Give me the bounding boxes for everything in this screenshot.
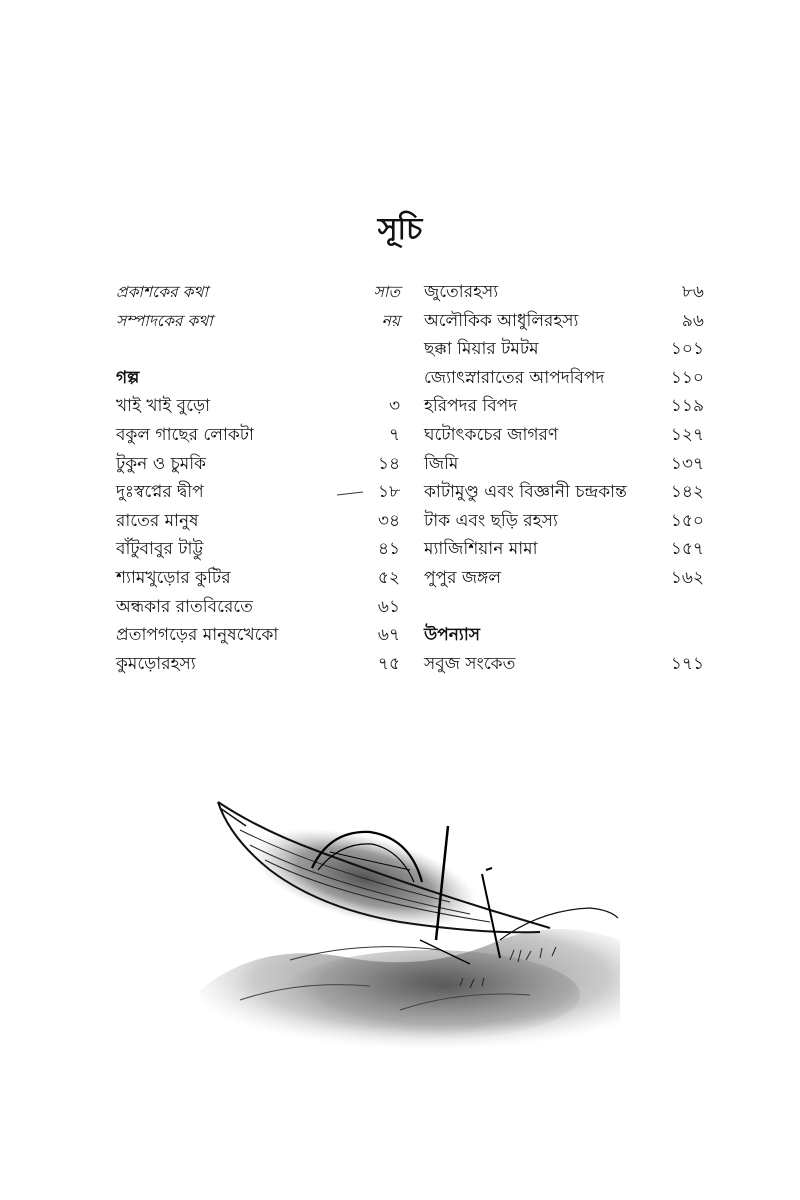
toc-entry-page: ১৭১ <box>670 653 704 674</box>
toc-entry-title: অলৌকিক আধুলিরহস্য <box>424 310 579 331</box>
toc-entry-title: ঘটোৎকচের জাগরণ <box>424 424 559 445</box>
toc-entry[interactable] <box>424 364 704 393</box>
toc-entry-title: জিমি <box>424 453 459 474</box>
toc-entry-title: কাটামুণ্ডু এবং বিজ্ঞানী চন্দ্রকান্ত <box>424 482 627 503</box>
toc-entry-page: ১৫০ <box>670 510 704 531</box>
toc-entry-preface-publisher[interactable] <box>116 278 400 307</box>
toc-entry-title: সম্পাদকের কথা <box>116 311 213 330</box>
toc-entry[interactable] <box>116 421 400 450</box>
toc-entry[interactable] <box>424 650 704 679</box>
toc-entry-page: ৩৪ <box>377 510 400 531</box>
toc-entry-title: অন্ধকার রাতবিরেতে <box>116 596 253 617</box>
toc-entry[interactable] <box>424 335 704 364</box>
toc-entry-title: বকুল গাছের লোকটা <box>116 424 254 445</box>
section-heading-novel: উপন্যাস <box>424 625 481 646</box>
toc-entry[interactable] <box>116 535 400 564</box>
toc-entry-page: ১২৭ <box>670 424 704 445</box>
toc-entry[interactable] <box>116 621 400 650</box>
toc-entry[interactable] <box>424 507 704 536</box>
toc-entry-page: ৩ <box>388 396 400 417</box>
toc-entry-title: ম্যাজিশিয়ান মামা <box>424 539 538 560</box>
toc-entry[interactable] <box>116 593 400 622</box>
toc-entry-page: ১০১ <box>670 339 704 360</box>
toc-entry-title: পুপুর জঙ্গল <box>424 567 501 588</box>
toc-entry-title: জুতোরহস্য <box>424 282 499 302</box>
toc-entry-title: শ্যামখুড়োর কুটির <box>116 567 231 588</box>
contents-left-column <box>116 278 400 678</box>
toc-entry-title: বাঁটুবাবুর টাট্টু <box>116 539 204 560</box>
toc-entry-page: ১৫৭ <box>670 539 704 560</box>
toc-entry-page: ৬৭ <box>377 625 400 646</box>
toc-entry[interactable] <box>116 507 400 536</box>
toc-entry-title: প্রকাশকের কথা <box>116 283 208 301</box>
section-gap <box>424 593 704 622</box>
toc-entry-title: কুমড়োরহস্য <box>116 653 196 674</box>
pencil-mark-icon <box>336 491 364 497</box>
toc-entry[interactable] <box>424 478 704 507</box>
toc-entry-title: টুকুন ও চুমকি <box>116 453 206 474</box>
toc-entry-page: ৭ <box>388 424 400 445</box>
page-title: সূচি <box>377 212 423 247</box>
section-gap <box>116 335 400 364</box>
toc-entry[interactable] <box>116 564 400 593</box>
toc-entry[interactable] <box>116 478 400 507</box>
toc-entry[interactable] <box>116 650 400 679</box>
boat-sketch-icon <box>200 790 620 1050</box>
toc-entry[interactable] <box>424 278 704 307</box>
toc-entry-title: সবুজ সংকেত <box>424 653 516 674</box>
toc-entry-page: ১১৯ <box>670 396 704 417</box>
toc-entry-page: ১৬২ <box>670 567 704 588</box>
toc-entry-title: হরিপদর বিপদ <box>424 396 518 417</box>
toc-entry-title: প্রতাপগড়ের মানুষখেকো <box>116 625 279 646</box>
toc-entry-page: ৬১ <box>377 596 400 617</box>
contents-right-column <box>424 278 704 678</box>
toc-entry-page: ১১০ <box>670 367 704 388</box>
toc-entry[interactable] <box>116 392 400 421</box>
toc-entry-page: ১৩৭ <box>670 453 704 474</box>
toc-entry-title: রাতের মানুষ <box>116 510 199 531</box>
section-heading-stories: গল্প <box>116 367 140 388</box>
toc-entry-title: খাই খাই বুড়ো <box>116 396 211 417</box>
toc-entry-title: জ্যোৎস্নারাতের আপদবিপদ <box>424 367 605 388</box>
toc-entry-title: দুঃস্বপ্নের দ্বীপ <box>116 482 204 503</box>
toc-entry[interactable] <box>424 564 704 593</box>
toc-entry[interactable] <box>424 392 704 421</box>
toc-entry-page: ৯৬ <box>681 310 704 331</box>
toc-entry-page: ১৪২ <box>670 482 704 503</box>
toc-entry-page: ১৮ <box>377 482 400 503</box>
toc-entry-title: টাক এবং ছড়ি রহস্য <box>424 510 558 531</box>
toc-entry[interactable] <box>116 450 400 479</box>
toc-entry[interactable] <box>424 421 704 450</box>
toc-entry[interactable] <box>424 450 704 479</box>
toc-entry[interactable] <box>424 307 704 336</box>
toc-entry-page: সাত <box>373 283 400 301</box>
toc-entry-page: ৮৬ <box>681 282 704 302</box>
toc-entry-page: ৭৫ <box>377 653 400 674</box>
toc-entry[interactable] <box>424 535 704 564</box>
toc-entry-page: নয় <box>381 311 400 330</box>
toc-entry-page: ১৪ <box>377 453 400 474</box>
toc-entry-page: ৪১ <box>377 539 400 560</box>
toc-entry-page: ৫২ <box>377 567 400 588</box>
toc-entry-title: ছক্কা মিয়ার টমটম <box>424 339 539 360</box>
toc-entry-preface-editor[interactable] <box>116 307 400 336</box>
